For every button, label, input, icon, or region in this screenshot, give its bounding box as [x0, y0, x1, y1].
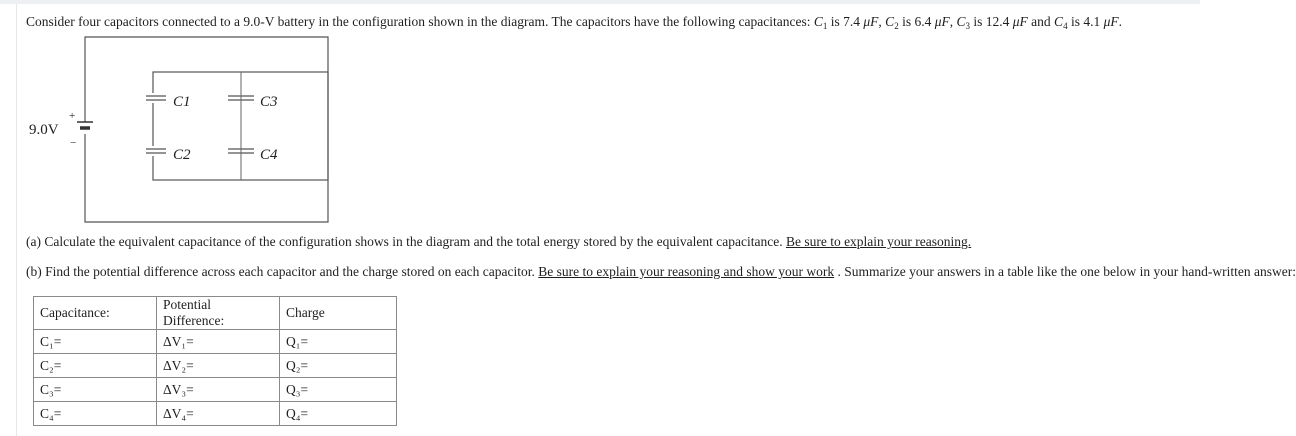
header-capacitance: Capacitance:: [34, 297, 157, 330]
cell-charge: Q₁=: [280, 330, 397, 354]
cell-charge: Q₄=: [280, 402, 397, 426]
part-b-question: [26, 264, 1296, 280]
cell-capacitance: C₄=: [34, 402, 157, 426]
header-charge: Charge: [280, 297, 397, 330]
battery-label: 9.0V: [29, 122, 59, 138]
cell-potential-difference: ΔV₂=: [157, 354, 280, 378]
capacitor-c1-symbol: [144, 93, 166, 103]
cap-c3-value: 12.4: [985, 14, 1010, 29]
cell-charge: Q₃=: [280, 378, 397, 402]
capacitor-label-c3: C3: [260, 94, 278, 110]
table-row: [34, 378, 397, 402]
cap-c3-unit: μF: [1012, 14, 1028, 29]
battery-plus-sign: +: [69, 110, 76, 122]
part-b-emphasis: Be sure to explain your reasoning and show your work: [538, 264, 835, 279]
table-row: [34, 330, 397, 354]
table-row: [34, 354, 397, 378]
intro-text: Consider four capacitors connected to a 9.0-V battery in the configuration shown in the diagram. The capacitors have the following capacitances:: [26, 14, 814, 29]
cap-c3-sub: 3: [965, 21, 970, 31]
cap-c1-sub: 1: [822, 21, 828, 31]
table-header-row: [34, 297, 397, 330]
capacitor-label-c2: C2: [173, 147, 191, 163]
cap-c1-value: 7.4: [843, 14, 861, 29]
cap-c2-sub: 2: [894, 21, 899, 31]
cell-potential-difference: ΔV₃=: [157, 378, 280, 402]
part-b-text2: . Summarize your answers in a table like the one below in your hand-written answer:: [834, 264, 1296, 279]
capacitor-c2-symbol: [144, 146, 166, 156]
cell-potential-difference: ΔV₁=: [157, 330, 280, 354]
battery-symbol: [77, 122, 93, 128]
part-a-question: [26, 234, 971, 250]
cap-c1-unit: μF: [863, 14, 879, 29]
cell-charge: Q₂=: [280, 354, 397, 378]
cap-c4-sub: 4: [1063, 21, 1068, 31]
problem-intro: Consider four capacitors connected to a 9.0-V battery in the configuration shown in the diagram. The capacitors have the following capacitances: $C_1$ is 7.4 μF, $C_2$ is 6.4 μF, $C_3$ is 12.4 μF and $C_4$ is 4.1 μF.: [26, 14, 1122, 31]
part-a-emphasis: Be sure to explain your reasoning.: [785, 234, 972, 249]
cap-c2-name: C: [885, 14, 895, 29]
cell-capacitance: C₁=: [34, 330, 157, 354]
cap-c4-name: C: [1054, 14, 1064, 29]
cap-c4-value: 4.1: [1083, 14, 1101, 29]
header-potential-difference: Potential Difference:: [157, 297, 280, 330]
cap-c4-unit: μF: [1103, 14, 1119, 29]
part-a-text: (a) Calculate the equivalent capacitance of the configuration shows in the diagram and the total energy stored by the equivalent capacitance.: [26, 234, 786, 249]
cap-c2-unit: μF: [934, 14, 950, 29]
capacitor-label-c1: C1: [173, 94, 191, 110]
part-b-text: (b) Find the potential difference across each capacitor and the charge stored on each capacitor.: [26, 264, 539, 279]
outer-wire: [85, 37, 328, 222]
cap-c2-value: 6.4: [914, 14, 932, 29]
cap-c1-name: C: [813, 14, 823, 29]
answer-table: [33, 296, 397, 426]
capacitor-label-c4: C4: [260, 147, 278, 163]
cap-c3-name: C: [956, 14, 966, 29]
table-row: [34, 402, 397, 426]
cell-potential-difference: ΔV₄=: [157, 402, 280, 426]
battery-minus-sign: −: [70, 137, 77, 149]
cell-capacitance: C₂=: [34, 354, 157, 378]
cell-capacitance: C₃=: [34, 378, 157, 402]
